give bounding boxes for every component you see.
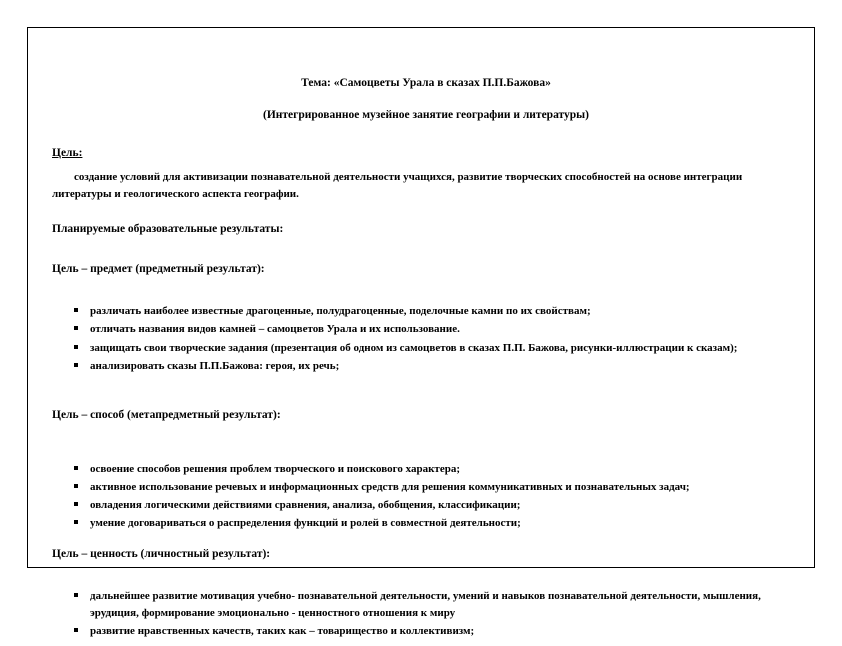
list-item-label: анализировать сказы П.П.Бажова: героя, их речь; — [90, 359, 340, 372]
list-item-label: освоение способов решения проблем творческого и поискового характера; — [90, 462, 460, 475]
bullet-marker-icon — [74, 466, 78, 470]
bullet-marker-icon — [74, 502, 78, 506]
spacer — [52, 381, 800, 407]
bullet-marker-icon — [74, 484, 78, 488]
list-item — [52, 479, 800, 496]
list-item — [52, 358, 800, 375]
list-item — [52, 623, 800, 640]
list-item-label: активное использование речевых и информационных средств для решения коммуникативных и познавательных задач; — [90, 480, 690, 493]
section-subject-result — [52, 261, 800, 374]
list-item-label: различать наиболее известные драгоценные, полудрагоценные, поделочные камни по их свойствам; — [90, 305, 591, 318]
list-item — [52, 321, 800, 338]
document-subtitle: (Интегрированное музейное занятие географии и литературы) — [263, 108, 589, 121]
list-item-label: дальнейшее развитие мотивация учебно- познавательной деятельности, умений и навыков познавательной деятельности, мышления, эрудиция, формирование эмоционально - ценностного отношения к миру — [90, 589, 761, 620]
list-item — [52, 303, 800, 320]
list-item — [52, 461, 800, 478]
section-heading: Цель – ценность (личностный результат): — [52, 547, 271, 560]
bullet-marker-icon — [74, 363, 78, 367]
bullet-marker-icon — [74, 520, 78, 524]
bullet-marker-icon — [74, 628, 78, 632]
bullet-marker-icon — [74, 308, 78, 312]
spacer — [52, 213, 800, 221]
list-item — [52, 340, 800, 357]
spacer — [52, 570, 800, 588]
spacer — [52, 245, 800, 261]
document-title: Тема: «Самоцветы Урала в сказах П.П.Бажова» — [301, 77, 551, 89]
list-item — [52, 588, 800, 622]
section-heading: Цель – способ (метапредметный результат): — [52, 408, 281, 421]
spacer — [52, 538, 800, 546]
section-heading: Цель – предмет (предметный результат): — [52, 263, 265, 276]
goal-text: создание условий для активизации познавательной деятельности учащихся, развитие творческих способностей на основе интеграции литературы и геологического аспекта географии. — [52, 171, 743, 201]
list-item-label: отличать названия видов камней – самоцветов Урала и их использование. — [90, 323, 460, 336]
bullet-list — [52, 303, 800, 374]
list-item-label: умение договариваться о распределения функций и ролей в совместной деятельности; — [90, 516, 521, 529]
spacer — [52, 285, 800, 303]
spacer — [52, 431, 800, 461]
bullet-list — [52, 588, 800, 640]
bullet-marker-icon — [74, 345, 78, 349]
bullet-marker-icon — [74, 326, 78, 330]
list-item — [52, 515, 800, 532]
list-item — [52, 497, 800, 514]
section-personal-result — [52, 546, 800, 640]
planned-results-heading: Планируемые образовательные результаты: — [52, 223, 284, 236]
bullet-list — [52, 461, 800, 532]
goal-heading: Цель: — [52, 147, 83, 160]
list-item-label: овладения логическими действиями сравнения, анализа, обобщения, классификации; — [90, 498, 521, 511]
list-item-label: развитие нравственных качеств, таких как – товарищество и коллективизм; — [90, 625, 475, 638]
section-metasubject-result — [52, 407, 800, 532]
list-item-label: защищать свои творческие задания (презентация об одном из самоцветов в сказах П.П. Бажова, рисунки-иллюстрации к сказам); — [90, 341, 738, 354]
document-content — [52, 76, 800, 646]
